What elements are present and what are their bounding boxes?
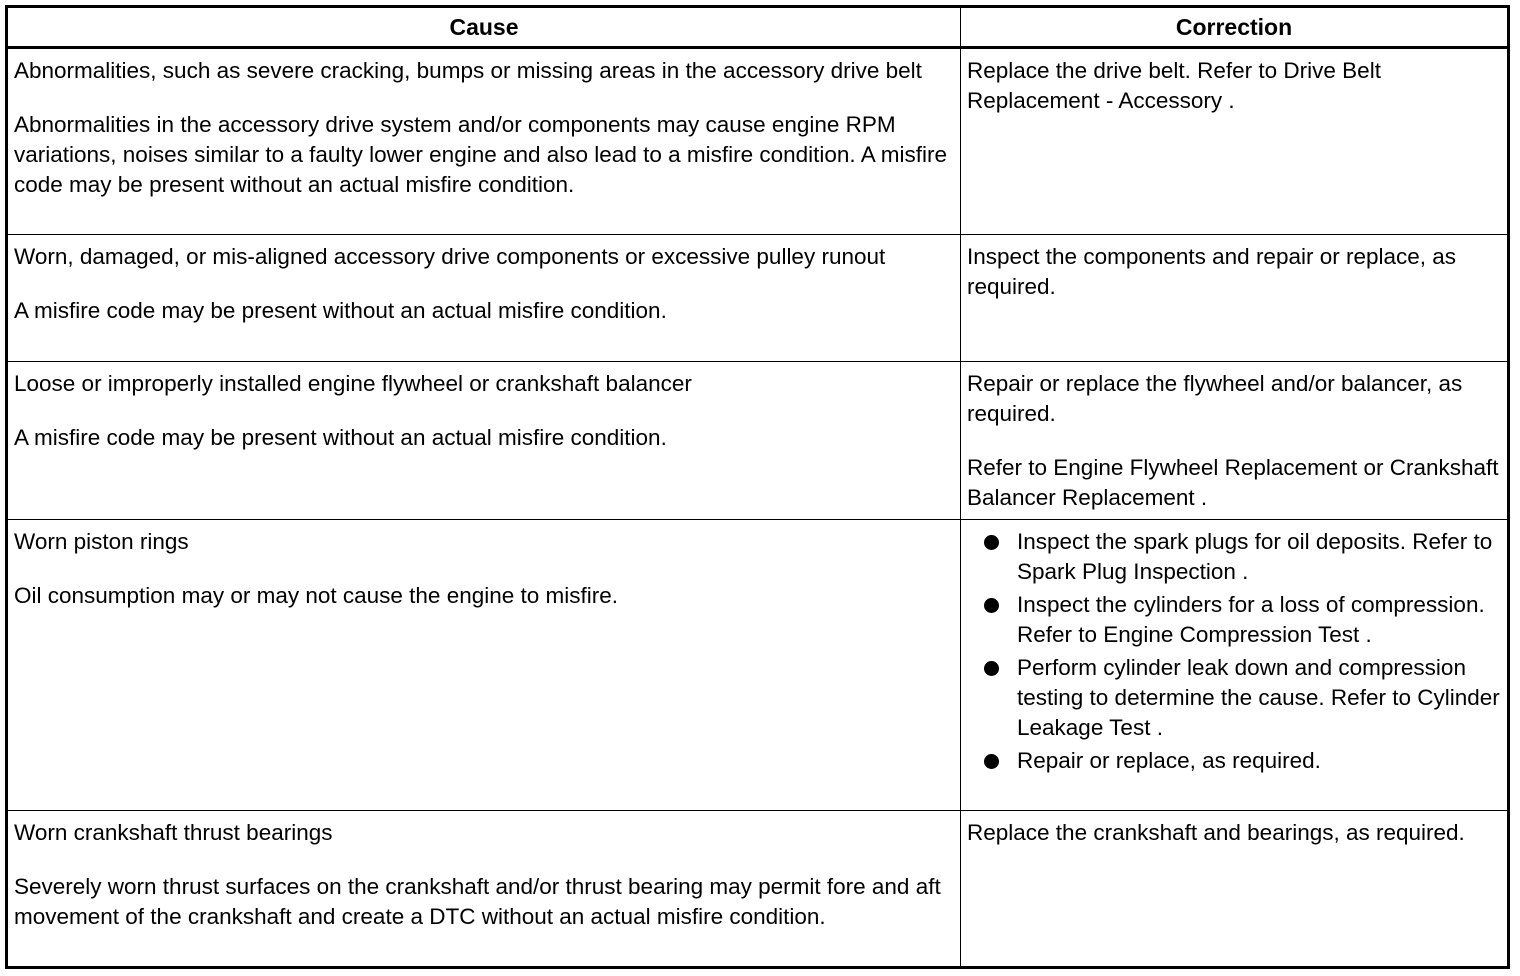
table-row — [7, 48, 1509, 235]
bullet-item — [967, 746, 1501, 776]
table-body — [7, 48, 1509, 968]
cause-note: A misfire code may be present without an actual misfire condition. — [14, 425, 667, 450]
correction-cell — [961, 362, 1509, 520]
cause-cell — [7, 362, 961, 520]
bullet-text: Inspect the spark plugs for oil deposits. Refer to Spark Plug Inspection . — [1017, 529, 1493, 584]
correction-bullet-list — [967, 527, 1501, 776]
cause-text: Worn, damaged, or mis-aligned accessory drive components or excessive pulley runout — [14, 244, 886, 269]
cause-cell — [7, 235, 961, 362]
bullet-text: Repair or replace, as required. — [1017, 748, 1321, 773]
bullet-icon — [984, 598, 999, 613]
bullet-item — [967, 590, 1501, 650]
bullet-text: Inspect the cylinders for a loss of compression. Refer to Engine Compression Test . — [1017, 592, 1485, 647]
correction-text: Replace the crankshaft and bearings, as required. — [967, 820, 1465, 845]
header-correction: Correction — [961, 7, 1509, 48]
bullet-item — [967, 653, 1501, 743]
table-row — [7, 362, 1509, 520]
correction-cell — [961, 811, 1509, 968]
cause-cell — [7, 811, 961, 968]
cause-note: Abnormalities in the accessory drive system and/or components may cause engine RPM variations, noises similar to a faulty lower engine and also lead to a misfire condition. A misfire code may be present without an actual misfire condition. — [14, 112, 947, 197]
cause-note: A misfire code may be present without an actual misfire condition. — [14, 298, 667, 323]
bullet-icon — [984, 754, 999, 769]
correction-cell — [961, 520, 1509, 811]
table-row — [7, 235, 1509, 362]
bullet-icon — [984, 661, 999, 676]
header-row — [7, 7, 1509, 48]
cause-note: Oil consumption may or may not cause the engine to misfire. — [14, 583, 619, 608]
correction-reference: Refer to Engine Flywheel Replacement or Crankshaft Balancer Replacement . — [967, 455, 1499, 510]
correction-text: Inspect the components and repair or replace, as required. — [967, 244, 1457, 299]
cause-cell — [7, 520, 961, 811]
cause-text: Worn crankshaft thrust bearings — [14, 820, 333, 845]
table-row — [7, 520, 1509, 811]
bullet-item — [967, 527, 1501, 587]
cause-text: Abnormalities, such as severe cracking, bumps or missing areas in the accessory drive belt — [14, 58, 922, 83]
cause-text: Worn piston rings — [14, 529, 189, 554]
table-row — [7, 811, 1509, 968]
header-cause: Cause — [7, 7, 961, 48]
diagnostic-table — [5, 5, 1510, 969]
cause-note: Severely worn thrust surfaces on the crankshaft and/or thrust bearing may permit fore and aft movement of the crankshaft and create a DTC without an actual misfire condition. — [14, 874, 941, 929]
correction-cell — [961, 235, 1509, 362]
correction-text: Replace the drive belt. Refer to Drive Belt Replacement - Accessory . — [967, 58, 1381, 113]
correction-text: Repair or replace the flywheel and/or balancer, as required. — [967, 371, 1463, 426]
cause-cell — [7, 48, 961, 235]
cause-text: Loose or improperly installed engine flywheel or crankshaft balancer — [14, 371, 692, 396]
correction-cell — [961, 48, 1509, 235]
table-header — [7, 7, 1509, 48]
bullet-icon — [984, 535, 999, 550]
bullet-text: Perform cylinder leak down and compression testing to determine the cause. Refer to Cylinder Leakage Test . — [1017, 655, 1500, 740]
